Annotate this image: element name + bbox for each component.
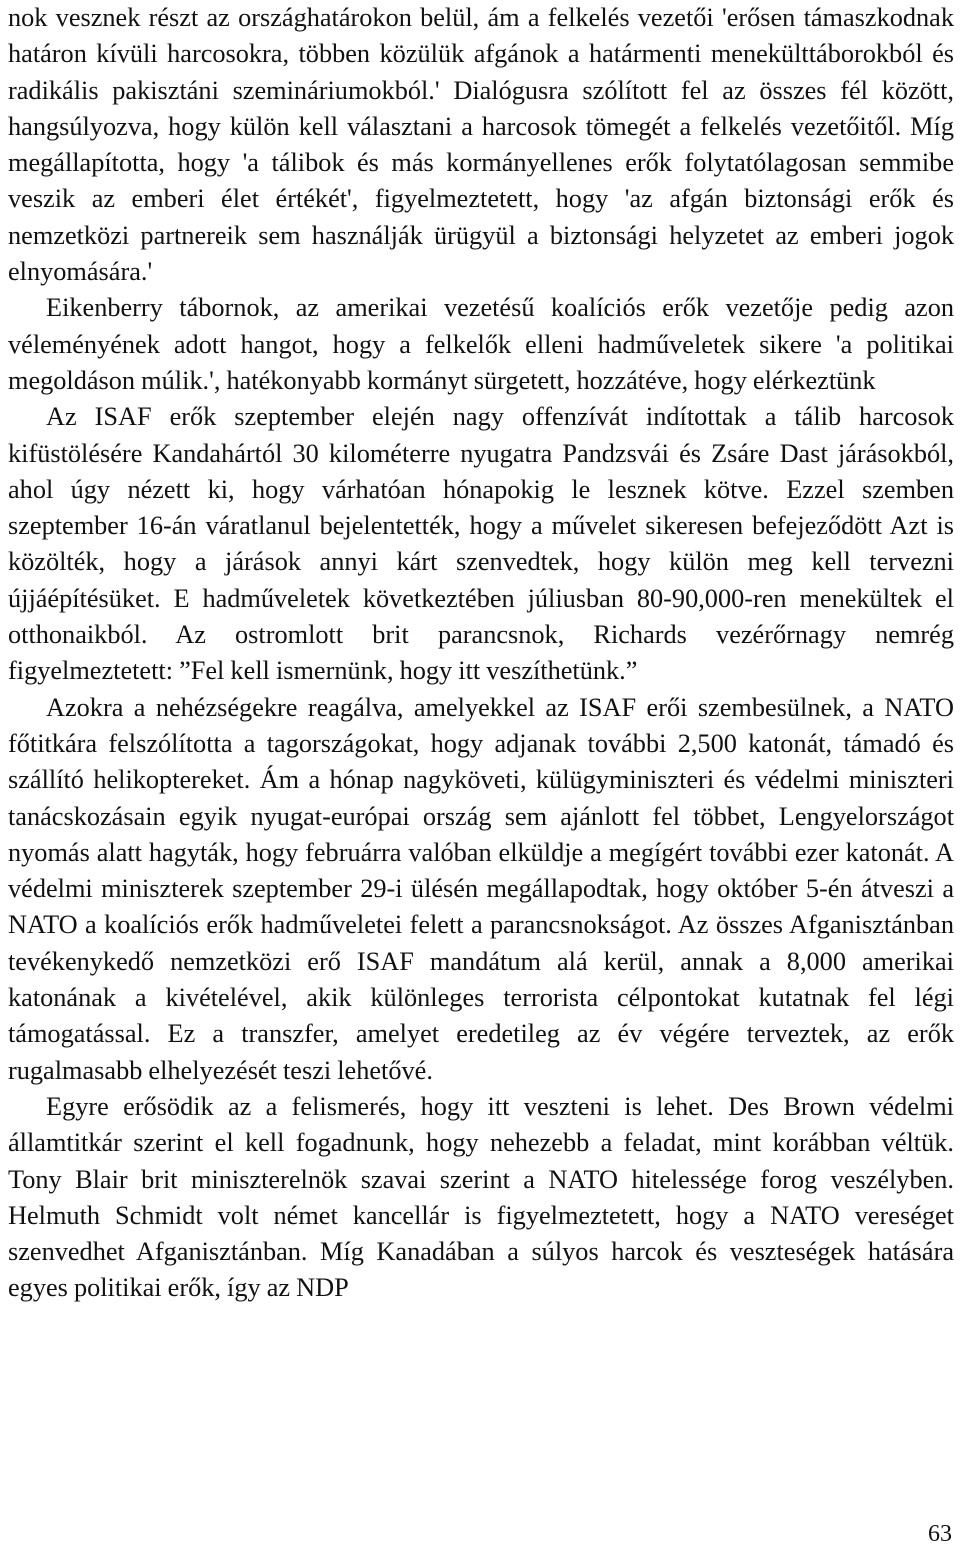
document-page (8, 0, 954, 1307)
page-number: 63 (928, 1521, 952, 1547)
paragraph-1: nok vesznek részt az országhatárokon belül, ám a felkelés vezetői 'erősen támaszkodnak határon kívüli harcosokra, többen közülük afgánok a határmenti menekülttáborokból és radikális pakisztáni szemináriumokból.' Dialógusra szólított fel az összes fél között, hangsúlyozva, hogy külön kell választani a harcosok tömegét a felkelés vezetőitől. Míg megállapította, hogy 'a tálibok és más kormányellenes erők folytatólagosan semmibe veszik az emberi élet értékét', figyelmeztetett, hogy 'az afgán biztonsági erők és nemzetközi partnereik sem használják ürügyül a biztonsági helyzetet az emberi jogok elnyomására.' (8, 3, 954, 287)
paragraph-2: Eikenberry tábornok, az amerikai vezetésű koalíciós erők vezetője pedig azon véleményének adott hangot, hogy a felkelők elleni hadműveletek sikere 'a politikai megoldáson múlik.', hatékonyabb kormányt sürgetett, hozzátéve, hogy elérkeztünk (8, 293, 954, 395)
paragraph-3: Az ISAF erők szeptember elején nagy offenzívát indítottak a tálib harcosok kifüstölésére Kandahártól 30 kilométerre nyugatra Pandzsvái és Zsáre Dast járásokból, ahol úgy nézett ki, hogy várhatóan hónapokig le lesznek kötve. Ezzel szemben szeptember 16-án váratlanul bejelentették, hogy a művelet sikeresen befejeződött Azt is közölték, hogy a járások annyi kárt szenvedtek, hogy külön meg kell tervezni újjáépítésüket. E hadműveletek következtében júliusban 80-90,000-ren menekültek el otthonaikból. Az ostromlott brit parancsnok, Richards vezérőrnagy nemrég figyelmeztetett: ”Fel kell ismernünk, hogy itt veszíthetünk.” (8, 402, 954, 686)
paragraph-4: Azokra a nehézségekre reagálva, amelyekkel az ISAF erői szembesülnek, a NATO főtitkára felszólította a tagországokat, hogy adjanak további 2,500 katonát, támadó és szállító helikoptereket. Ám a hónap nagyköveti, külügyminiszteri és védelmi miniszteri tanácskozásain egyik nyugat-európai ország sem ajánlott fel többet, Lengyelországot nyomás alatt hagyták, hogy februárra valóban elküldje a megígért további ezer katonát. A védelmi miniszterek szeptember 29-i ülésén megállapodtak, hogy október 5-én átveszi a NATO a koalíciós erők hadműveletei felett a parancsnokságot. Az összes Afganisztánban tevékenykedő nemzetközi erő ISAF mandátum alá kerül, annak a 8,000 amerikai katonának a kivételével, akik különleges terrorista célpontokat kutatnak fel légi támogatással. Ez a transzfer, amelyet eredetileg az év végére terveztek, az erők rugalmasabb elhelyezését teszi lehetővé. (8, 692, 954, 1085)
paragraph-5: Egyre erősödik az a felismerés, hogy itt veszteni is lehet. Des Brown védelmi államtitkár szerint el kell fogadnunk, hogy nehezebb a feladat, mint korábban véltük. Tony Blair brit miniszterelnök szavai szerint a NATO hitelessége forog veszélyben. Helmuth Schmidt volt német kancellár is figyelmeztetett, hogy a NATO vereséget szenvedhet Afganisztánban. Míg Kanadában a súlyos harcok és veszteségek hatására egyes politikai erők, így az NDP (8, 1091, 954, 1303)
